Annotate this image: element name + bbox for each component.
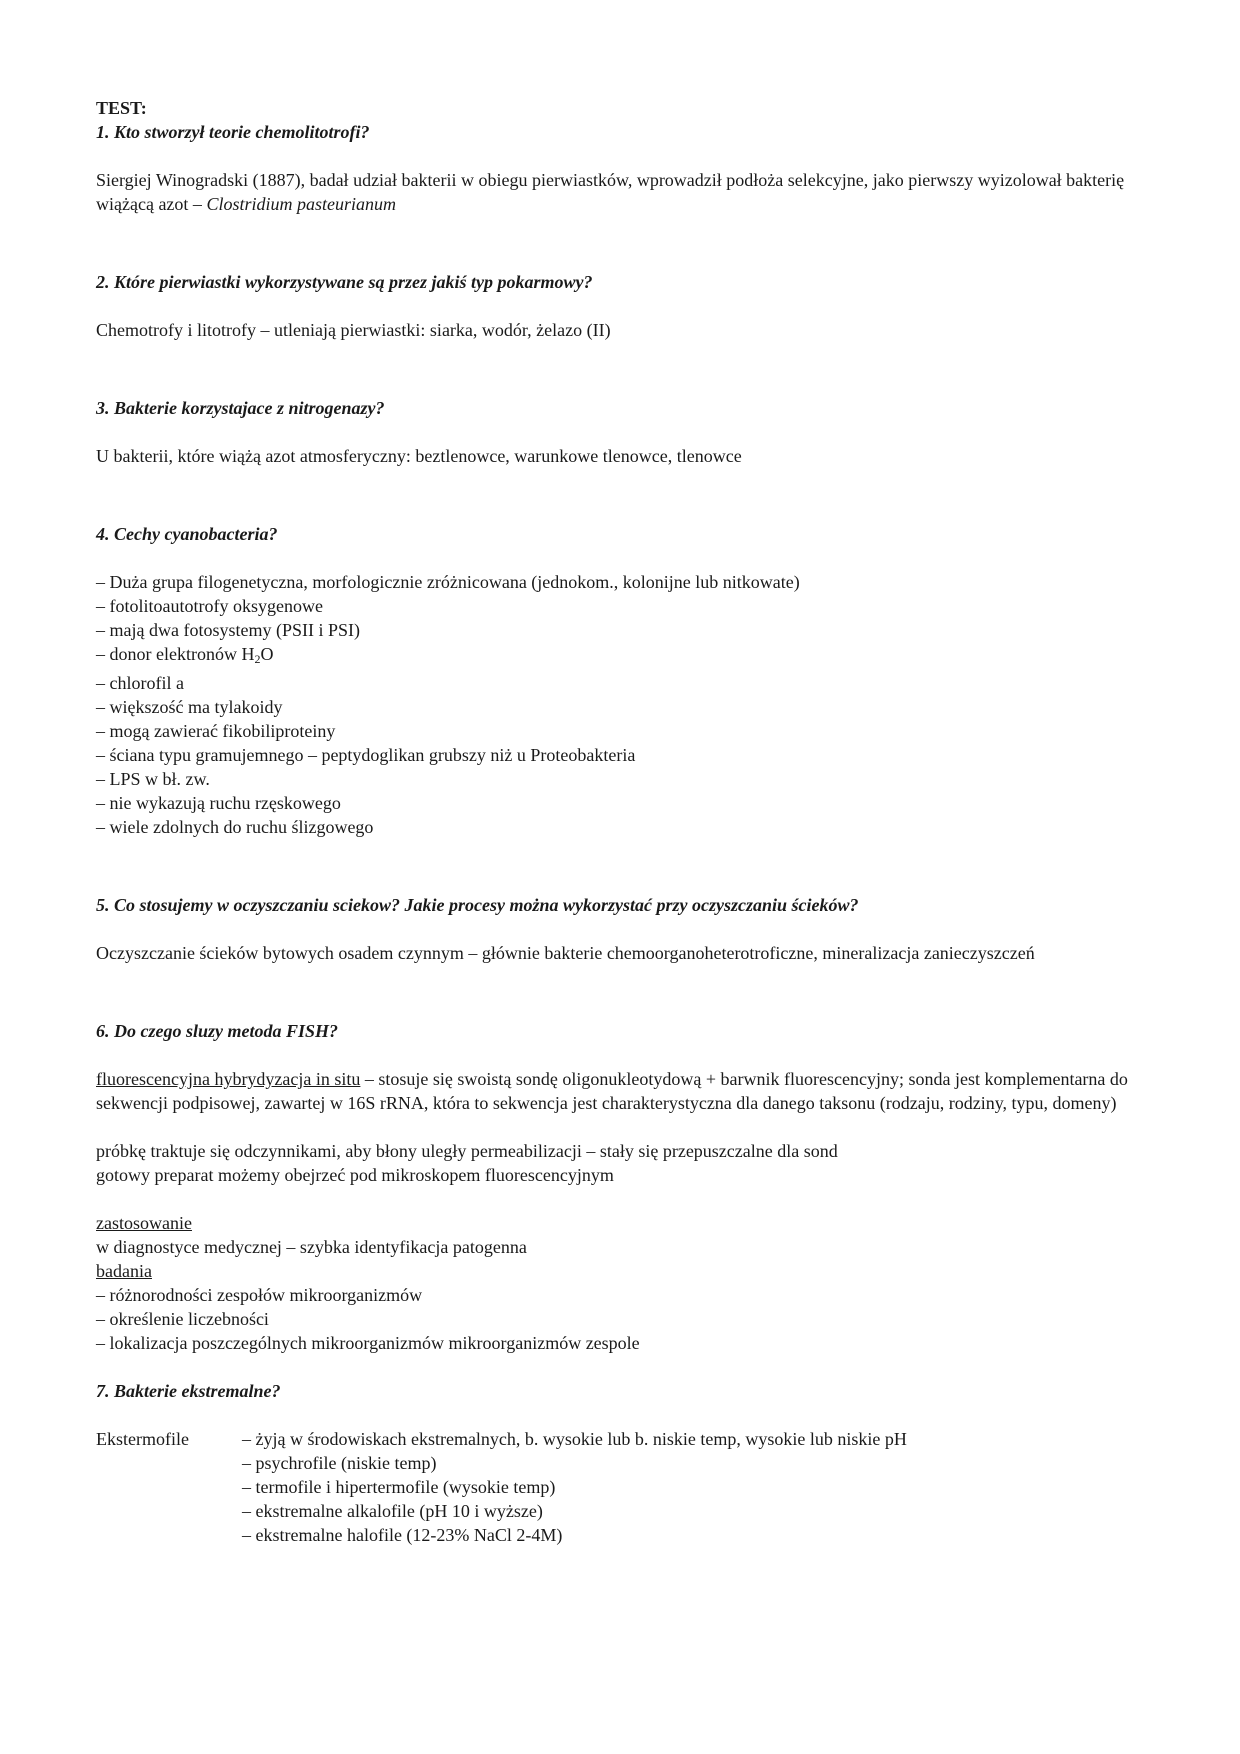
list-item: – żyją w środowiskach ekstremalnych, b. wysokie lub b. niskie temp, wysokie lub niskie pH — [242, 1429, 907, 1449]
list-item: – fotolitoautotrofy oksygenowe — [96, 596, 323, 616]
cyanobacteria-features-list — [96, 570, 1146, 839]
answer-5: Oczyszczanie ścieków bytowych osadem czynnym – głównie bakterie chemoorganoheterotroficzne, mineralizacja zanieczyszczeń — [96, 943, 1035, 963]
list-item-text: – donor elektronów H — [96, 644, 255, 664]
extremophiles-list — [242, 1427, 1146, 1547]
fish-term: fluorescencyjna hybrydyzacja in situ — [96, 1069, 361, 1089]
list-item: – określenie liczebności — [96, 1309, 269, 1329]
list-item — [96, 642, 1146, 671]
question-3: 3. Bakterie korzystajace z nitrogenazy? — [96, 398, 385, 418]
question-6: 6. Do czego sluzy metoda FISH? — [96, 1021, 339, 1041]
question-4: 4. Cechy cyanobacteria? — [96, 524, 278, 544]
question-2: 2. Które pierwiastki wykorzystywane są przez jakiś typ pokarmowy? — [96, 272, 593, 292]
list-item: – mogą zawierać fikobiliproteiny — [96, 721, 336, 741]
research-list — [96, 1283, 1146, 1355]
list-item: – nie wykazują ruchu rzęskowego — [96, 793, 341, 813]
h2o-subscript: 2 — [254, 652, 261, 666]
list-item: – psychrofile (niskie temp) — [242, 1453, 437, 1473]
extremophiles-label: Ekstermofile — [96, 1429, 189, 1449]
list-item: – LPS w bł. zw. — [96, 769, 210, 789]
list-item: – Duża grupa filogenetyczna, morfologicznie zróżnicowana (jednokom., kolonijne lub nitkowate) — [96, 572, 800, 592]
answer-3: U bakterii, które wiążą azot atmosferyczny: beztlenowce, warunkowe tlenowce, tlenowce — [96, 446, 742, 466]
doc-title: TEST: — [96, 98, 147, 118]
application-text: w diagnostyce medycznej – szybka identyfikacja patogenna — [96, 1237, 527, 1257]
list-item: – większość ma tylakoidy — [96, 697, 283, 717]
research-label: badania — [96, 1261, 152, 1281]
answer-6-p1-text: – stosuje się swoistą sondę oligonukleotydową + barwnik fluorescencyjny; sonda jest komplementarna do sekwencji podpisowej, zawartej w 16S rRNA, która to sekwencja jest charakterystyczna dla danego taksonu (rodzaju, rodziny, typu, domeny) — [96, 1069, 1128, 1113]
list-item: – chlorofil a — [96, 673, 184, 693]
question-5: 5. Co stosujemy w oczyszczaniu sciekow? Jakie procesy można wykorzystać przy oczyszczaniu ścieków? — [96, 895, 859, 915]
extremophiles-block — [96, 1427, 1146, 1547]
answer-1 — [96, 168, 1146, 216]
list-item: – termofile i hipertermofile (wysokie temp) — [242, 1477, 556, 1497]
list-item: – ekstremalne halofile (12-23% NaCl 2-4M) — [242, 1525, 563, 1545]
list-item: – mają dwa fotosystemy (PSII i PSI) — [96, 620, 360, 640]
answer-6-p2-line2: gotowy preparat możemy obejrzeć pod mikroskopem fluorescencyjnym — [96, 1165, 614, 1185]
answer-1-text: Siergiej Winogradski (1887), badał udział bakterii w obiegu pierwiastków, wprowadził podłoża selekcyjne, jako pierwszy wyizolował bakterię wiążącą azot – — [96, 170, 1125, 214]
document-page — [96, 96, 1146, 1547]
list-item: – ekstremalne alkalofile (pH 10 i wyższe) — [242, 1501, 543, 1521]
list-item: – różnorodności zespołów mikroorganizmów — [96, 1285, 423, 1305]
h2o-tail: O — [260, 644, 274, 664]
answer-6-p2-line1: próbkę traktuje się odczynnikami, aby błony uległy permeabilizacji – stały się przepuszczalne dla sond — [96, 1141, 838, 1161]
answer-1-species: Clostridium pasteurianum — [206, 194, 396, 214]
list-item: – lokalizacja poszczególnych mikroorganizmów mikroorganizmów zespole — [96, 1333, 640, 1353]
list-item: – wiele zdolnych do ruchu ślizgowego — [96, 817, 374, 837]
question-7: 7. Bakterie ekstremalne? — [96, 1381, 281, 1401]
question-1: 1. Kto stworzył teorie chemolitotrofi? — [96, 122, 370, 142]
answer-2: Chemotrofy i litotrofy – utleniają pierwiastki: siarka, wodór, żelazo (II) — [96, 320, 611, 340]
answer-6-p1 — [96, 1067, 1146, 1115]
list-item: – ściana typu gramujemnego – peptydoglikan grubszy niż u Proteobakteria — [96, 745, 636, 765]
application-label: zastosowanie — [96, 1213, 192, 1233]
